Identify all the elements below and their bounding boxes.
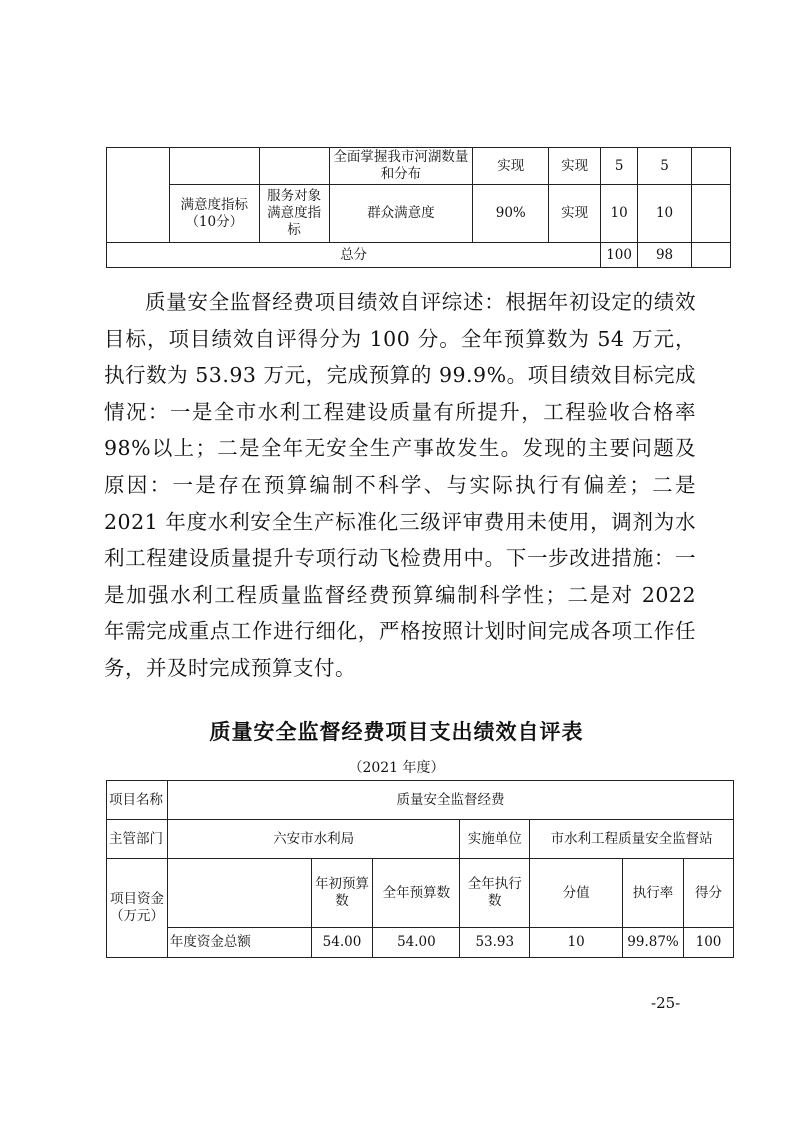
summary-paragraph: 质量安全监督经费项目绩效自评综述：根据年初设定的绩效目标，项目绩效自评得分为 100 分。全年预算数为 54 万元，执行数为 53.93 万元，完成预算的 99.9%。项目绩效目标完成情况：一是全市水利工程建设质量有所提升，工程验收合格率 98%以上；二是全年无安全生产事故发生。发现的主要问题及原因：一是存在预算编制不科学、与实际执行有偏差；二是 2021 年度水利安全生产标准化三级评审费用未使用，调剂为水利工程建设质量提升专项行动飞检费用中。下一步改进措施：一是加强水利工程质量监督经费预算编制科学性；二是对 2022 年需完成重点工作进行细化，严格按照计划时间完成各项工作任务，并及时完成预算支付。 (104, 290, 696, 680)
table-cell (167, 859, 311, 928)
target-cell: 实现 (473, 148, 549, 185)
actual-cell: 实现 (549, 148, 601, 185)
column-header: 分值 (530, 859, 623, 928)
category-cell: 满意度指标（10分） (169, 185, 259, 243)
expenditure-evaluation-table (106, 780, 734, 958)
table-cell (169, 148, 259, 185)
table-cell (692, 185, 731, 243)
table-cell: 100 (684, 928, 734, 958)
dept-value: 六安市水利局 (167, 820, 459, 859)
actual-cell: 实现 (549, 185, 601, 243)
row-label: 年度资金总额 (167, 928, 311, 958)
table-cell: 53.93 (460, 928, 530, 958)
total-score: 98 (638, 243, 692, 268)
table-cell: 54.00 (373, 928, 460, 958)
target-cell: 90% (473, 185, 549, 243)
column-header: 执行率 (623, 859, 684, 928)
dept-label: 主管部门 (107, 820, 168, 859)
table-cell (692, 243, 731, 268)
table-cell: 99.87% (623, 928, 684, 958)
column-header: 全年执行数 (460, 859, 530, 928)
column-header: 年初预算数 (311, 859, 373, 928)
project-name-value: 质量安全监督经费 (167, 781, 733, 820)
impl-value: 市水利工程质量安全监督站 (530, 820, 734, 859)
weight-cell: 10 (601, 185, 638, 243)
impl-label: 实施单位 (460, 820, 530, 859)
funds-label: 项目资金（万元） (107, 859, 168, 958)
table-cell (259, 148, 329, 185)
total-label: 总分 (107, 243, 601, 268)
table-cell: 54.00 (311, 928, 373, 958)
page-number: -25- (651, 994, 681, 1012)
table-cell (692, 148, 731, 185)
performance-table-continued (106, 147, 731, 268)
indicator-cell: 全面掌握我市河湖数量和分布 (329, 148, 473, 185)
column-header: 得分 (684, 859, 734, 928)
subcategory-cell: 服务对象满意度指标 (259, 185, 329, 243)
table-cell: 10 (530, 928, 623, 958)
indicator-cell: 群众满意度 (329, 185, 473, 243)
table-year: （2021 年度） (348, 760, 445, 776)
column-header: 全年预算数 (373, 859, 460, 928)
score-cell: 5 (638, 148, 692, 185)
score-cell: 10 (638, 185, 692, 243)
table-cell (107, 148, 170, 243)
weight-cell: 5 (601, 148, 638, 185)
project-name-label: 项目名称 (107, 781, 168, 820)
total-weight: 100 (601, 243, 638, 268)
table-title: 质量安全监督经费项目支出绩效自评表 (209, 720, 584, 744)
